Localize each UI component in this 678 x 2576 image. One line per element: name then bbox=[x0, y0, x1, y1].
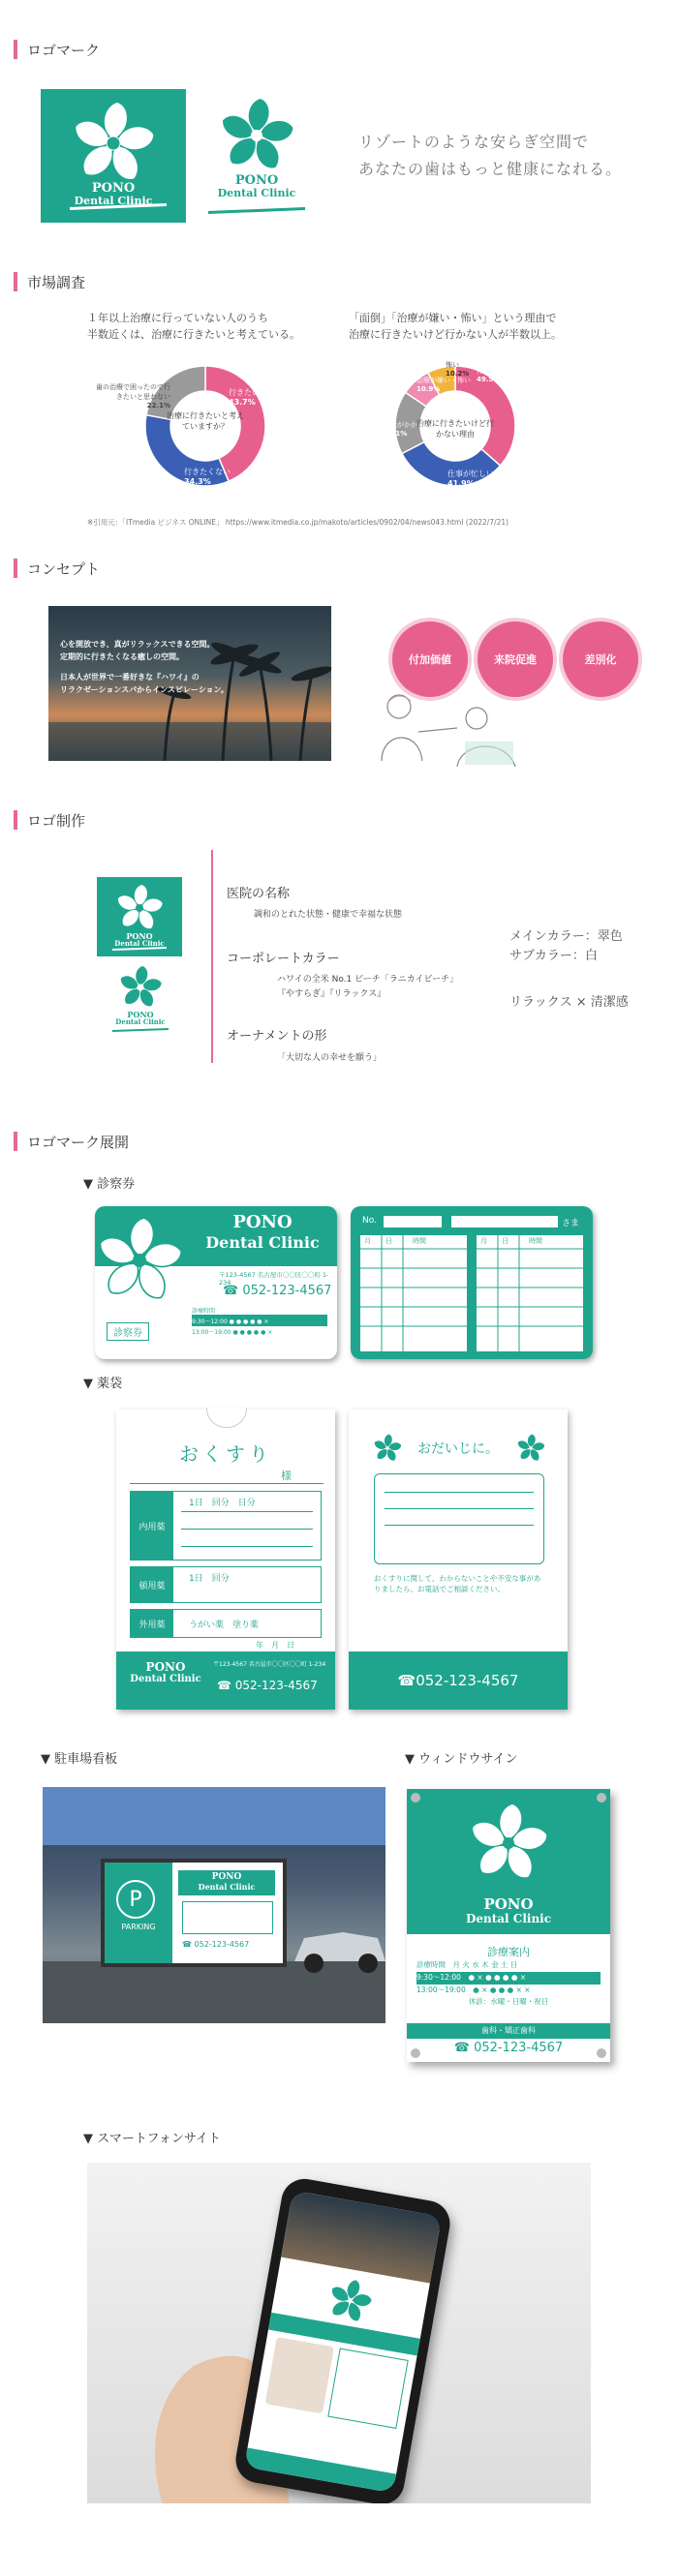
bag-note-box bbox=[374, 1473, 544, 1564]
exam-card-front bbox=[95, 1206, 337, 1359]
medicine-bag-back bbox=[349, 1409, 568, 1710]
window-sign-label: ▼ ウィンドウサイン bbox=[405, 1752, 518, 1767]
smartphone-device bbox=[232, 2175, 454, 2503]
bag-title: おくすり bbox=[179, 1442, 272, 1466]
donut2-blue-label: 仕事が忙しい 41.9% bbox=[447, 470, 494, 488]
brand-name-top: PONO bbox=[127, 1010, 154, 1019]
parking-sign-label: ▼ 駐車場看板 bbox=[41, 1752, 118, 1767]
window-brand-bottom: Dental Clinic bbox=[465, 1912, 552, 1925]
grid-head-month: 月 bbox=[480, 1237, 487, 1245]
concept-photo bbox=[48, 606, 331, 761]
screw-icon bbox=[597, 2048, 606, 2058]
donut2-orange-label: 怖い 10.2% bbox=[446, 361, 470, 378]
card-phone: ☎ 052-123-4567 bbox=[223, 1284, 332, 1298]
section-bar bbox=[14, 1132, 17, 1151]
section-bar bbox=[14, 559, 17, 578]
ornament-heading: オーナメントの形 bbox=[227, 1029, 327, 1044]
donut2-lightpink-label: 治療が嫌い・怖い 10.9% bbox=[416, 377, 471, 393]
parking-sign-photo bbox=[43, 1787, 385, 2023]
color-description-1: ハワイの全米 No.1 ビーチ「ラニカイビーチ」 bbox=[277, 975, 459, 985]
concept-text-1: 心を開放でき、真がリラックスできる空間。 bbox=[60, 640, 215, 649]
bag-row-asneeded: 頓用薬 bbox=[131, 1567, 173, 1602]
smartphone-label: ▼ スマートフォンサイト bbox=[83, 2132, 221, 2146]
donut2-pink-label: 行くのが面倒 49.5% bbox=[477, 367, 517, 383]
parking-text: PARKING bbox=[121, 1923, 156, 1931]
survey1-caption-1: １年以上治療に行っていない人のうち bbox=[87, 312, 268, 324]
brand-name-top: PONO bbox=[126, 931, 153, 941]
keywords-text: リラックス × 清潔感 bbox=[509, 995, 629, 1010]
section-title-text: 市場調査 bbox=[27, 273, 86, 291]
palm-trees-image bbox=[48, 606, 331, 761]
concept-text-4: リラクゼーションスパからインスピレーション。 bbox=[60, 685, 229, 694]
logo-square-teal bbox=[41, 89, 186, 223]
logo-small-teal bbox=[97, 877, 182, 956]
brand-name-bottom: Dental Clinic bbox=[115, 1017, 166, 1026]
bag-external-box: 外用薬 うがい薬 塗り薬 bbox=[130, 1609, 322, 1638]
window-info-title: 診療案内 bbox=[487, 1946, 530, 1958]
card-no-label: No. bbox=[362, 1216, 377, 1226]
card-exam-badge: 診察券 bbox=[107, 1322, 149, 1341]
flower-icon bbox=[95, 1210, 196, 1317]
medicine-bag-front bbox=[116, 1409, 335, 1710]
bag-date: 年 月 日 bbox=[256, 1641, 294, 1650]
logo-white bbox=[203, 89, 310, 223]
concept-text-2: 定期的に行きたくなる癒しの空間。 bbox=[60, 652, 184, 661]
donut2-gray-label: お金がかかる 23.1% bbox=[384, 421, 424, 438]
bag-internal-box: 内用薬 1日 回分 日分 bbox=[130, 1491, 322, 1561]
card-brand-bottom: Dental Clinic bbox=[205, 1233, 320, 1252]
ornament-description: 「大切な人の幸せを願う」 bbox=[277, 1053, 383, 1063]
window-brand-top: PONO bbox=[483, 1895, 534, 1913]
color-heading: コーポレートカラー bbox=[227, 952, 340, 966]
bag-row-external: 外用薬 bbox=[131, 1610, 173, 1637]
brand-name-top: PONO bbox=[91, 181, 136, 196]
section-title-market bbox=[14, 271, 85, 292]
survey2-caption-2: 治療に行きたいけど行かない人が半数以上。 bbox=[349, 328, 562, 341]
flower-icon bbox=[460, 1795, 557, 1892]
bag-notch bbox=[206, 1408, 247, 1428]
exam-card-back bbox=[351, 1206, 593, 1359]
section-title-text: コンセプト bbox=[27, 560, 101, 578]
brand-name-top: PONO bbox=[234, 173, 279, 188]
grid-head-time: 時間 bbox=[529, 1237, 542, 1245]
main-color-text: メインカラー：翠色 bbox=[509, 929, 623, 944]
name-heading: 医院の名称 bbox=[227, 887, 291, 901]
grid-head-month: 月 bbox=[364, 1237, 371, 1245]
card-brand-top: PONO bbox=[232, 1212, 293, 1232]
grid-head-time: 時間 bbox=[413, 1237, 426, 1245]
brand-name-bottom: Dental Clinic bbox=[74, 195, 153, 207]
window-phone: ☎ 052-123-4567 bbox=[453, 2041, 564, 2055]
donut1-center-label: 治療に行きたいと考えていますか？ bbox=[167, 411, 244, 431]
section-bar bbox=[14, 272, 17, 291]
grid-head-day: 日 bbox=[502, 1237, 508, 1245]
medicine-bag-label: ▼ 薬袋 bbox=[83, 1377, 123, 1391]
parking-p-icon: P bbox=[116, 1880, 155, 1919]
card-no-field bbox=[384, 1216, 442, 1227]
window-sign bbox=[407, 1789, 610, 2062]
tagline-line-1: リゾートのような安らぎ空間で bbox=[358, 133, 590, 151]
section-title-concept bbox=[14, 558, 100, 579]
section-title-logo-making bbox=[14, 809, 85, 831]
grid-head-day: 日 bbox=[385, 1237, 392, 1245]
source-citation: ※引用元：「ITmedia ビジネス ONLINE」 https://www.itmedia.co.jp/makoto/articles/0902/04/news043.html (2022/7/21) bbox=[87, 518, 509, 527]
card-address: 〒123-4567 名古屋市〇〇区〇〇町 1-234 bbox=[219, 1271, 329, 1287]
section-title-text: ロゴ制作 bbox=[27, 811, 86, 830]
section-title-expansion bbox=[14, 1131, 129, 1152]
card-name-field bbox=[451, 1216, 558, 1227]
parking-board: P PARKING PONO Dental Clinic ☎ 052-123-4567 bbox=[101, 1859, 287, 1967]
pill-added-value: 付加価値 bbox=[392, 621, 468, 697]
sub-color-text: サブカラー：白 bbox=[509, 949, 598, 963]
concept-text-3: 日本人が世界で一番好きな『ハワイ』の bbox=[60, 673, 200, 682]
section-title-logo-mark bbox=[14, 39, 100, 60]
section-title-text: ロゴマーク bbox=[27, 41, 101, 59]
card-hours-table: 診療時間 9:30〜12:00 ● ● ● ● ● × 13:00〜19:00 ● ● ● ● ● × bbox=[192, 1306, 327, 1349]
donut2-center-label: 治療に行きたいけど行かない理由 bbox=[416, 419, 494, 439]
smartphone-photo bbox=[87, 2163, 591, 2503]
section-bar bbox=[14, 40, 17, 59]
screw-icon bbox=[411, 2048, 420, 2058]
bag-asneeded-box: 頓用薬 1日 回分 bbox=[130, 1566, 322, 1603]
section-title-text: ロゴマーク展開 bbox=[27, 1133, 130, 1151]
window-services: 歯科・矯正歯科 bbox=[407, 2023, 610, 2039]
flower-icon bbox=[203, 89, 310, 223]
brand-name-bottom: Dental Clinic bbox=[217, 187, 296, 199]
bag-sama: 様 bbox=[281, 1470, 292, 1482]
color-description-2: 『やすらぎ』『リラックス』 bbox=[277, 989, 386, 999]
sky bbox=[43, 1787, 385, 1845]
screw-icon bbox=[411, 1793, 420, 1803]
bag-back-note: おくすりに関して、わからないことや不安な事がありましたら、お電話でご相談ください。 bbox=[374, 1574, 541, 1593]
logo-small-white bbox=[107, 962, 174, 1036]
appointment-grid bbox=[360, 1235, 583, 1351]
screw-icon bbox=[597, 1793, 606, 1803]
donut1-pink-label: 行きたい 43.7% bbox=[229, 388, 260, 407]
dentist-illustration bbox=[360, 683, 535, 771]
bag-back-phone: ☎ 052-123-4567 bbox=[349, 1652, 568, 1710]
brand-name-bottom: Dental Clinic bbox=[114, 939, 165, 948]
bag-footer: PONO Dental Clinic 〒123-4567 名古屋市〇〇区〇〇町 1-234 ☎ 052-123-4567 bbox=[116, 1652, 335, 1710]
section-bar bbox=[14, 810, 17, 830]
exam-card-label: ▼ 診察券 bbox=[83, 1177, 136, 1192]
pill-visit-promotion: 来院促進 bbox=[478, 621, 553, 697]
tagline-line-2: あなたの歯はもっと健康になれる。 bbox=[358, 160, 623, 178]
donut1-gray-label: 歯の治療で困ったので行きたいと思わない 22.1% bbox=[96, 383, 170, 409]
donut1-blue-label: 行きたくない 34.3% bbox=[184, 468, 231, 486]
bag-name-line bbox=[130, 1483, 324, 1484]
window-hours: 診療時間 月 火 水 木 金 土 日 9:30〜12:00 ● × ● ● ● ● × 13:00〜19:00 ● × ● ● ● × × 休診：水曜・日曜・祝日 bbox=[416, 1959, 601, 2009]
divider-line bbox=[211, 850, 213, 1063]
smartphone-screen bbox=[244, 2191, 442, 2494]
survey1-caption-2: 半数近くは、治療に行きたいと考えている。 bbox=[87, 328, 300, 341]
flower-icon bbox=[321, 2272, 379, 2330]
card-sama: さま bbox=[562, 1219, 580, 1228]
name-description: 調和のとれた状態・健康で幸福な状態 bbox=[254, 910, 403, 920]
survey2-caption-1: 「面倒」「治療が嫌い・怖い」という理由で bbox=[349, 312, 557, 324]
bag-row-internal: 内用薬 bbox=[131, 1492, 173, 1560]
pill-differentiation: 差別化 bbox=[563, 621, 638, 697]
car-image bbox=[285, 1903, 385, 1981]
bag-back-title: おだいじに。 bbox=[417, 1441, 499, 1457]
